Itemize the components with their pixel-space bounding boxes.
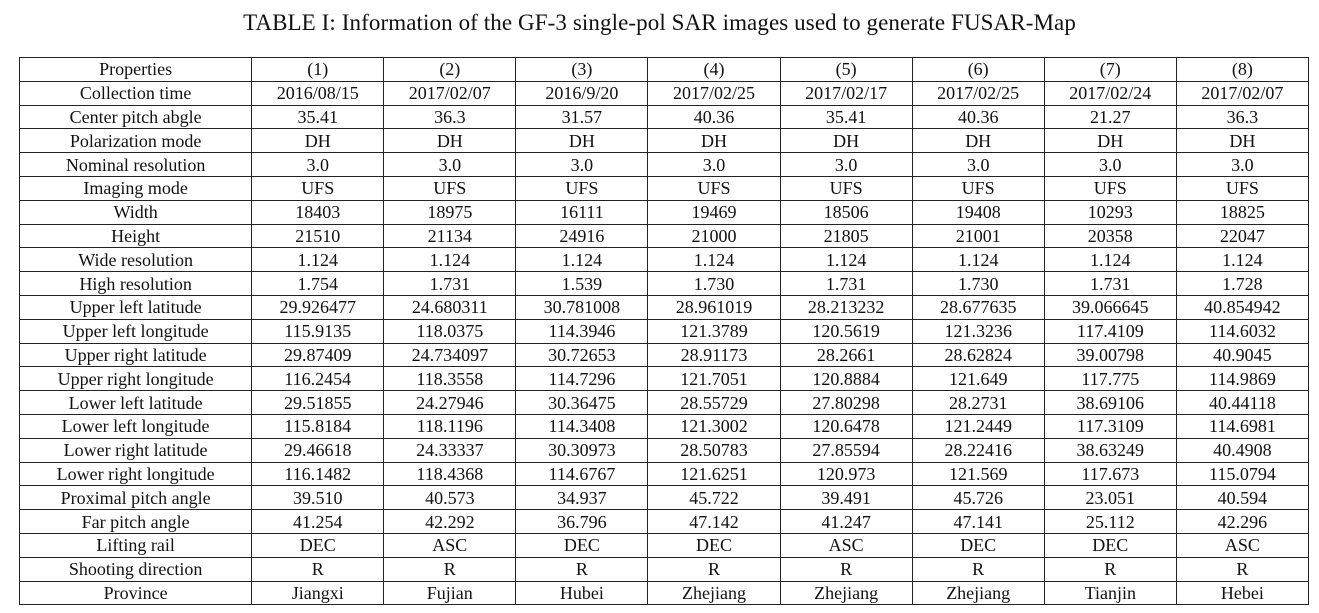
table-cell: 18825 bbox=[1176, 200, 1308, 224]
row-label: Far pitch angle bbox=[20, 510, 252, 534]
table-cell: 2017/02/07 bbox=[1176, 81, 1308, 105]
table-cell: 2017/02/24 bbox=[1044, 81, 1176, 105]
table-row bbox=[20, 129, 1309, 153]
table-cell: R bbox=[780, 557, 912, 581]
table-cell: DH bbox=[1044, 129, 1176, 153]
table-cell: 24916 bbox=[516, 224, 648, 248]
table-cell: 121.3236 bbox=[912, 319, 1044, 343]
table-cell: 1.124 bbox=[252, 248, 384, 272]
table-cell: 18506 bbox=[780, 200, 912, 224]
table-cell: 115.0794 bbox=[1176, 462, 1308, 486]
table-body bbox=[20, 81, 1309, 605]
table-cell: 28.2731 bbox=[912, 391, 1044, 415]
table-cell: 38.63249 bbox=[1044, 438, 1176, 462]
table-cell: 1.539 bbox=[516, 272, 648, 296]
table-row bbox=[20, 176, 1309, 200]
table-row bbox=[20, 105, 1309, 129]
table-cell: 29.87409 bbox=[252, 343, 384, 367]
table-cell: 114.3408 bbox=[516, 414, 648, 438]
table-cell: ASC bbox=[1176, 533, 1308, 557]
table-cell: 2017/02/25 bbox=[648, 81, 780, 105]
table-cell: 36.3 bbox=[384, 105, 516, 129]
table-cell: 28.91173 bbox=[648, 343, 780, 367]
table-row bbox=[20, 581, 1309, 605]
table-cell: 29.51855 bbox=[252, 391, 384, 415]
table-cell: DH bbox=[516, 129, 648, 153]
table-cell: 3.0 bbox=[252, 153, 384, 177]
table-cell: 40.854942 bbox=[1176, 295, 1308, 319]
table-cell: 1.730 bbox=[912, 272, 1044, 296]
table-cell: Hubei bbox=[516, 581, 648, 605]
table-cell: 118.3558 bbox=[384, 367, 516, 391]
table-row bbox=[20, 391, 1309, 415]
table-row bbox=[20, 462, 1309, 486]
table-cell: 31.57 bbox=[516, 105, 648, 129]
table-cell: 3.0 bbox=[1176, 153, 1308, 177]
table-cell: 117.3109 bbox=[1044, 414, 1176, 438]
table-row bbox=[20, 510, 1309, 534]
table-cell: 28.213232 bbox=[780, 295, 912, 319]
table-cell: 16111 bbox=[516, 200, 648, 224]
table-cell: 1.124 bbox=[516, 248, 648, 272]
row-label: Nominal resolution bbox=[20, 153, 252, 177]
table-cell: 30.781008 bbox=[516, 295, 648, 319]
table-cell: 114.6032 bbox=[1176, 319, 1308, 343]
table-cell: 121.7051 bbox=[648, 367, 780, 391]
row-label: Lower left latitude bbox=[20, 391, 252, 415]
table-cell: 120.973 bbox=[780, 462, 912, 486]
table-row bbox=[20, 343, 1309, 367]
table-cell: 1.124 bbox=[780, 248, 912, 272]
table-cell: 39.491 bbox=[780, 486, 912, 510]
table-cell: 45.726 bbox=[912, 486, 1044, 510]
table-cell: 1.754 bbox=[252, 272, 384, 296]
row-label: Proximal pitch angle bbox=[20, 486, 252, 510]
table-cell: ASC bbox=[780, 533, 912, 557]
table-caption: TABLE I: Information of the GF-3 single-pol SAR images used to generate FUSAR-Map bbox=[243, 10, 1076, 35]
table-cell: UFS bbox=[1044, 176, 1176, 200]
table-row bbox=[20, 153, 1309, 177]
table-cell: Fujian bbox=[384, 581, 516, 605]
table-cell: 41.247 bbox=[780, 510, 912, 534]
table-cell: Tianjin bbox=[1044, 581, 1176, 605]
table-cell: 19408 bbox=[912, 200, 1044, 224]
table-cell: 40.573 bbox=[384, 486, 516, 510]
row-label: Upper right longitude bbox=[20, 367, 252, 391]
row-label: Height bbox=[20, 224, 252, 248]
table-cell: 2017/02/25 bbox=[912, 81, 1044, 105]
table-cell: 117.775 bbox=[1044, 367, 1176, 391]
table-row bbox=[20, 533, 1309, 557]
table-cell: 28.62824 bbox=[912, 343, 1044, 367]
header-image-3: (3) bbox=[516, 58, 648, 82]
table-cell: 21510 bbox=[252, 224, 384, 248]
table-cell: 28.961019 bbox=[648, 295, 780, 319]
table-cell: 22047 bbox=[1176, 224, 1308, 248]
table-cell: 118.4368 bbox=[384, 462, 516, 486]
table-cell: DEC bbox=[252, 533, 384, 557]
table-cell: 1.728 bbox=[1176, 272, 1308, 296]
table-cell: UFS bbox=[1176, 176, 1308, 200]
table-cell: 24.680311 bbox=[384, 295, 516, 319]
table-cell: 35.41 bbox=[780, 105, 912, 129]
table-cell: 39.510 bbox=[252, 486, 384, 510]
table-cell: 21134 bbox=[384, 224, 516, 248]
table-cell: 3.0 bbox=[780, 153, 912, 177]
row-label: Center pitch abgle bbox=[20, 105, 252, 129]
header-image-1: (1) bbox=[252, 58, 384, 82]
table-cell: 20358 bbox=[1044, 224, 1176, 248]
table-cell: UFS bbox=[252, 176, 384, 200]
table-cell: 120.5619 bbox=[780, 319, 912, 343]
row-label: Lifting rail bbox=[20, 533, 252, 557]
table-cell: 2017/02/17 bbox=[780, 81, 912, 105]
table-cell: 21000 bbox=[648, 224, 780, 248]
table-cell: 114.7296 bbox=[516, 367, 648, 391]
table-cell: 1.124 bbox=[912, 248, 1044, 272]
table-cell: 117.673 bbox=[1044, 462, 1176, 486]
table-cell: 27.85594 bbox=[780, 438, 912, 462]
table-cell: 114.3946 bbox=[516, 319, 648, 343]
table-cell: 1.730 bbox=[648, 272, 780, 296]
table-cell: 21.27 bbox=[1044, 105, 1176, 129]
row-label: Wide resolution bbox=[20, 248, 252, 272]
table-cell: 121.649 bbox=[912, 367, 1044, 391]
table-cell: 47.142 bbox=[648, 510, 780, 534]
table-cell: DEC bbox=[1044, 533, 1176, 557]
table-cell: 3.0 bbox=[1044, 153, 1176, 177]
table-cell: 29.46618 bbox=[252, 438, 384, 462]
table-cell: 24.27946 bbox=[384, 391, 516, 415]
table-cell: DEC bbox=[648, 533, 780, 557]
table-cell: R bbox=[1176, 557, 1308, 581]
table-cell: DH bbox=[1176, 129, 1308, 153]
table-row bbox=[20, 200, 1309, 224]
table-cell: 1.124 bbox=[648, 248, 780, 272]
table-cell: 121.3002 bbox=[648, 414, 780, 438]
table-cell: 121.3789 bbox=[648, 319, 780, 343]
table-cell: 18975 bbox=[384, 200, 516, 224]
table-row bbox=[20, 81, 1309, 105]
table-cell: 45.722 bbox=[648, 486, 780, 510]
table-cell: 24.33337 bbox=[384, 438, 516, 462]
row-label: Upper left latitude bbox=[20, 295, 252, 319]
table-cell: 38.69106 bbox=[1044, 391, 1176, 415]
table-cell: ASC bbox=[384, 533, 516, 557]
table-cell: 3.0 bbox=[384, 153, 516, 177]
table-cell: 21001 bbox=[912, 224, 1044, 248]
table-cell: DEC bbox=[912, 533, 1044, 557]
table-row bbox=[20, 367, 1309, 391]
table-cell: 3.0 bbox=[648, 153, 780, 177]
table-cell: UFS bbox=[384, 176, 516, 200]
table-cell: 19469 bbox=[648, 200, 780, 224]
table-cell: 114.6981 bbox=[1176, 414, 1308, 438]
table-row bbox=[20, 486, 1309, 510]
row-label: High resolution bbox=[20, 272, 252, 296]
table-cell: 40.594 bbox=[1176, 486, 1308, 510]
header-image-8: (8) bbox=[1176, 58, 1308, 82]
table-cell: 27.80298 bbox=[780, 391, 912, 415]
table-cell: 28.22416 bbox=[912, 438, 1044, 462]
table-cell: Jiangxi bbox=[252, 581, 384, 605]
table-row bbox=[20, 224, 1309, 248]
table-cell: 1.731 bbox=[780, 272, 912, 296]
table-cell: 21805 bbox=[780, 224, 912, 248]
table-cell: DEC bbox=[516, 533, 648, 557]
table-row bbox=[20, 438, 1309, 462]
table-cell: R bbox=[516, 557, 648, 581]
table-cell: 42.296 bbox=[1176, 510, 1308, 534]
table-cell: 10293 bbox=[1044, 200, 1176, 224]
table-cell: UFS bbox=[516, 176, 648, 200]
row-label: Upper left longitude bbox=[20, 319, 252, 343]
row-label: Province bbox=[20, 581, 252, 605]
header-image-7: (7) bbox=[1044, 58, 1176, 82]
table-cell: 40.9045 bbox=[1176, 343, 1308, 367]
table-cell: 42.292 bbox=[384, 510, 516, 534]
table-cell: R bbox=[384, 557, 516, 581]
row-label: Upper right latitude bbox=[20, 343, 252, 367]
table-cell: 47.141 bbox=[912, 510, 1044, 534]
table-cell: 30.72653 bbox=[516, 343, 648, 367]
header-image-6: (6) bbox=[912, 58, 1044, 82]
table-cell: 28.55729 bbox=[648, 391, 780, 415]
table-cell: 121.569 bbox=[912, 462, 1044, 486]
header-image-5: (5) bbox=[780, 58, 912, 82]
row-label: Collection time bbox=[20, 81, 252, 105]
table-cell: 30.36475 bbox=[516, 391, 648, 415]
table-cell: 1.124 bbox=[1044, 248, 1176, 272]
table-cell: 24.734097 bbox=[384, 343, 516, 367]
table-cell: 28.50783 bbox=[648, 438, 780, 462]
table-cell: 116.2454 bbox=[252, 367, 384, 391]
row-label: Width bbox=[20, 200, 252, 224]
table-cell: 120.6478 bbox=[780, 414, 912, 438]
row-label: Polarization mode bbox=[20, 129, 252, 153]
table-cell: 3.0 bbox=[912, 153, 1044, 177]
table-cell: 41.254 bbox=[252, 510, 384, 534]
table-cell: 28.2661 bbox=[780, 343, 912, 367]
table-cell: 1.124 bbox=[384, 248, 516, 272]
table-cell: 115.8184 bbox=[252, 414, 384, 438]
row-label: Shooting direction bbox=[20, 557, 252, 581]
table-cell: 114.9869 bbox=[1176, 367, 1308, 391]
table-cell: 121.2449 bbox=[912, 414, 1044, 438]
row-label: Lower right latitude bbox=[20, 438, 252, 462]
table-cell: DH bbox=[252, 129, 384, 153]
table-cell: 36.796 bbox=[516, 510, 648, 534]
table-cell: Hebei bbox=[1176, 581, 1308, 605]
table-cell: 36.3 bbox=[1176, 105, 1308, 129]
table-row bbox=[20, 248, 1309, 272]
table-cell: 39.00798 bbox=[1044, 343, 1176, 367]
table-cell: 116.1482 bbox=[252, 462, 384, 486]
row-label: Lower left longitude bbox=[20, 414, 252, 438]
table-cell: 30.30973 bbox=[516, 438, 648, 462]
table-cell: 117.4109 bbox=[1044, 319, 1176, 343]
table-cell: 40.36 bbox=[912, 105, 1044, 129]
table-cell: R bbox=[252, 557, 384, 581]
table-cell: UFS bbox=[780, 176, 912, 200]
table-cell: R bbox=[648, 557, 780, 581]
table-row bbox=[20, 414, 1309, 438]
table-cell: DH bbox=[384, 129, 516, 153]
row-label: Imaging mode bbox=[20, 176, 252, 200]
table-cell: 1.731 bbox=[1044, 272, 1176, 296]
table-cell: Zhejiang bbox=[780, 581, 912, 605]
table-cell: 1.124 bbox=[1176, 248, 1308, 272]
table-cell: Zhejiang bbox=[912, 581, 1044, 605]
row-label: Lower right longitude bbox=[20, 462, 252, 486]
table-cell: 35.41 bbox=[252, 105, 384, 129]
table-row bbox=[20, 319, 1309, 343]
table-cell: 2016/9/20 bbox=[516, 81, 648, 105]
header-image-4: (4) bbox=[648, 58, 780, 82]
sar-images-table bbox=[19, 57, 1309, 605]
table-cell: 39.066645 bbox=[1044, 295, 1176, 319]
table-cell: Zhejiang bbox=[648, 581, 780, 605]
table-header-row bbox=[20, 58, 1309, 82]
header-properties: Properties bbox=[20, 58, 252, 82]
table-cell: 2017/02/07 bbox=[384, 81, 516, 105]
table-cell: UFS bbox=[648, 176, 780, 200]
table-cell: 25.112 bbox=[1044, 510, 1176, 534]
table-cell: 118.0375 bbox=[384, 319, 516, 343]
table-cell: 40.36 bbox=[648, 105, 780, 129]
table-cell: 18403 bbox=[252, 200, 384, 224]
table-cell: 114.6767 bbox=[516, 462, 648, 486]
table-row bbox=[20, 295, 1309, 319]
header-image-2: (2) bbox=[384, 58, 516, 82]
table-row bbox=[20, 557, 1309, 581]
table-cell: 34.937 bbox=[516, 486, 648, 510]
table-cell: 40.44118 bbox=[1176, 391, 1308, 415]
table-cell: 3.0 bbox=[516, 153, 648, 177]
table-cell: UFS bbox=[912, 176, 1044, 200]
table-cell: 118.1196 bbox=[384, 414, 516, 438]
table-cell: DH bbox=[648, 129, 780, 153]
table-cell: 2016/08/15 bbox=[252, 81, 384, 105]
table-cell: R bbox=[1044, 557, 1176, 581]
table-cell: 115.9135 bbox=[252, 319, 384, 343]
table-cell: 28.677635 bbox=[912, 295, 1044, 319]
table-cell: DH bbox=[780, 129, 912, 153]
table-cell: 121.6251 bbox=[648, 462, 780, 486]
table-cell: 40.4908 bbox=[1176, 438, 1308, 462]
table-cell: R bbox=[912, 557, 1044, 581]
table-cell: 1.731 bbox=[384, 272, 516, 296]
table-row bbox=[20, 272, 1309, 296]
table-cell: 23.051 bbox=[1044, 486, 1176, 510]
table-cell: 120.8884 bbox=[780, 367, 912, 391]
table-cell: 29.926477 bbox=[252, 295, 384, 319]
table-cell: DH bbox=[912, 129, 1044, 153]
